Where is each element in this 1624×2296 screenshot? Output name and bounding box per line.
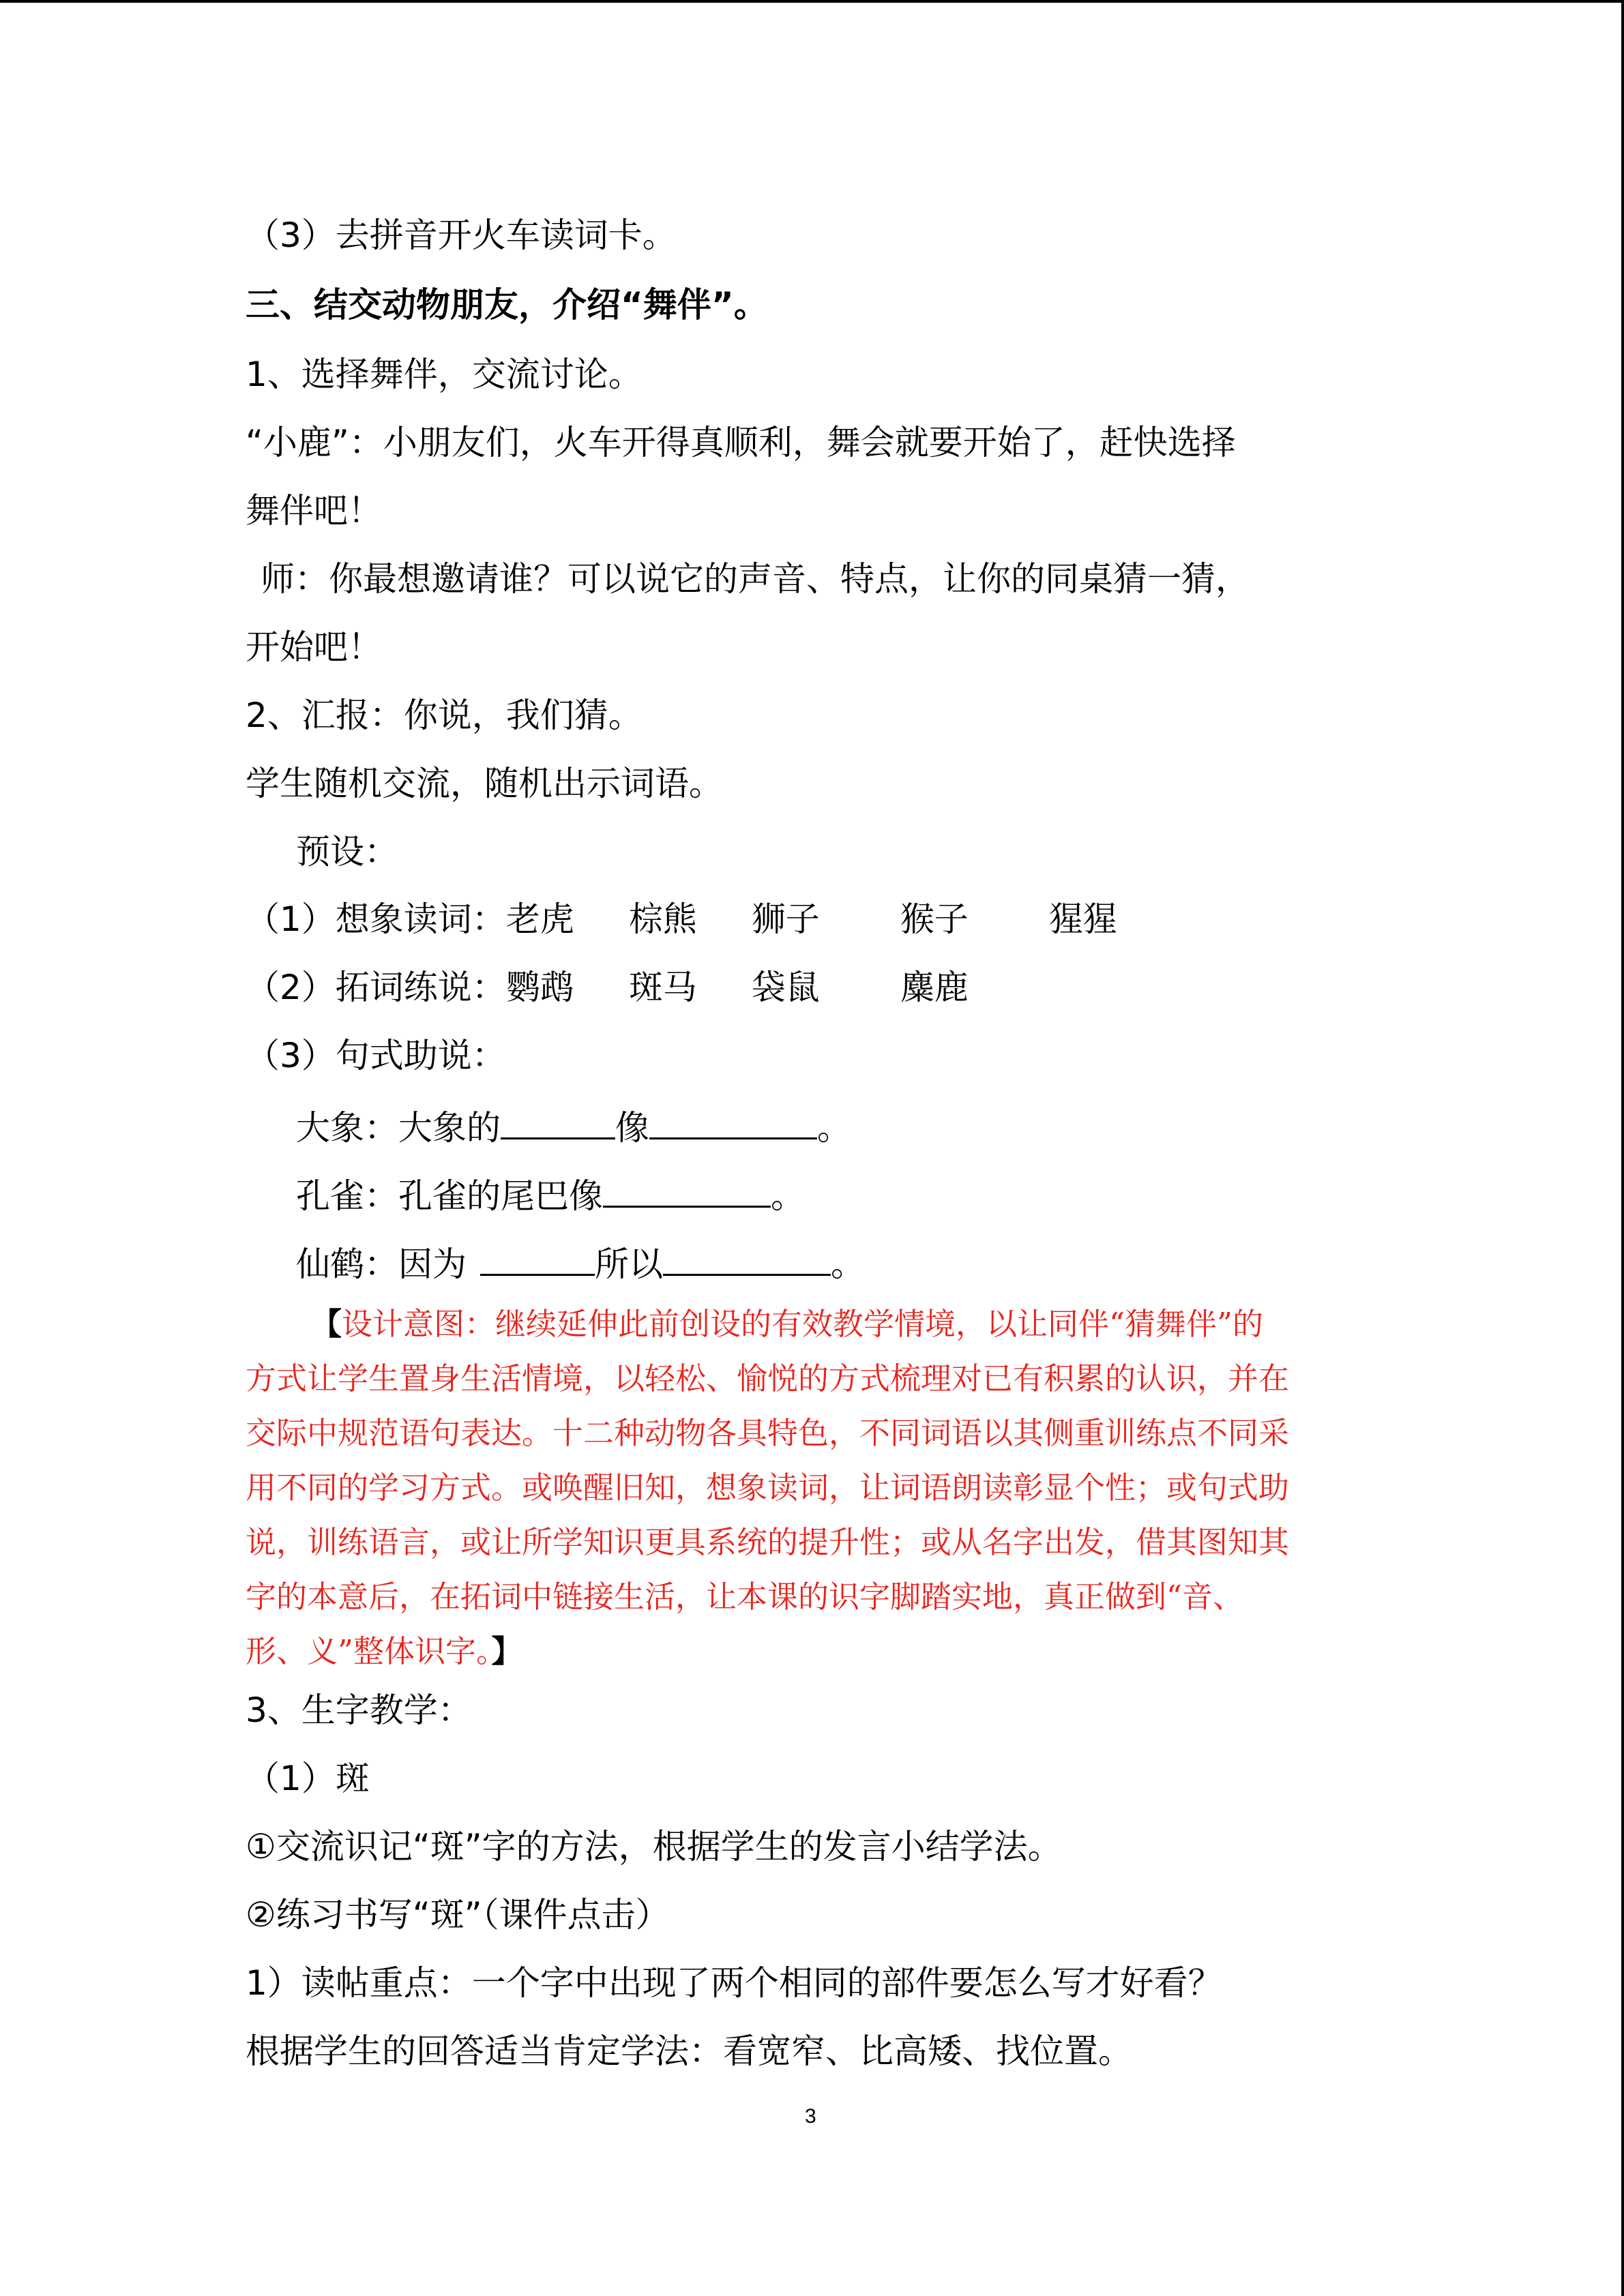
sentence-pattern (296, 1103, 851, 1148)
section-heading: 三、结交动物朋友，介绍“舞伴”。 (246, 285, 768, 325)
word-list-line (246, 899, 1117, 940)
bracket-open: 【 (311, 1306, 342, 1342)
design-intent-note (246, 1297, 1364, 1679)
design-note-line: 字的本意后，在拓词中链接生活，让本课的识字脚踏实地，真正做到“音、 (246, 1579, 1244, 1615)
page-number: 3 (805, 2105, 816, 2128)
word-list-line (246, 967, 969, 1008)
pattern-text: 仙鹤：因为 (296, 1244, 467, 1284)
design-note-line: 交际中规范语句表达。十二种动物各具特色，不同词语以其侧重训练点不同采 (246, 1415, 1290, 1451)
text-line: ①交流识记“斑”字的方法，根据学生的发言小结学法。 (246, 1827, 1062, 1866)
text-line: 根据学生的回答适当肯定学法：看宽窄、比高矮、找位置。 (246, 2031, 1132, 2071)
word: 狮子 (751, 899, 820, 939)
word: 麋鹿 (900, 968, 969, 1007)
design-note-line: 设计意图：继续延伸此前创设的有效教学情境，以让同伴“猜舞伴”的 (342, 1306, 1264, 1342)
design-note-line: 方式让学生置身生活情境，以轻松、愉悦的方式梳理对已有积累的认识，并在 (246, 1360, 1290, 1397)
text-line: 1）读帖重点：一个字中出现了两个相同的部件要怎么写才好看？ (246, 1963, 1222, 2003)
text-line: 舞伴吧！ (246, 491, 382, 531)
text-line: （3）去拼音开火车读词卡。 (246, 215, 677, 255)
text-line: 2、汇报：你说，我们猜。 (246, 696, 643, 735)
fill-blank (501, 1103, 615, 1139)
text-line: “小鹿”：小朋友们，火车开得真顺利，舞会就要开始了，赶快选择 (246, 423, 1236, 462)
text-line: 预设： (296, 832, 398, 871)
fill-blank (663, 1240, 831, 1276)
fill-blank (480, 1240, 595, 1276)
sentence-pattern (296, 1172, 805, 1217)
design-note-line: 形、义”整体识字。 (246, 1633, 492, 1669)
text-line: 3、生字教学： (246, 1690, 472, 1730)
pattern-text: 所以 (595, 1244, 663, 1284)
pattern-text: 。 (817, 1108, 851, 1148)
pattern-text: 像 (615, 1108, 649, 1148)
word: 斑马 (628, 968, 697, 1007)
word-list-label: （2）拓词练说： (246, 968, 506, 1007)
text-line: 师：你最想邀请谁？可以说它的声音、特点，让你的同桌猜一猜， (261, 559, 1250, 599)
text-line: 开始吧！ (246, 627, 382, 667)
word: 猩猩 (1048, 899, 1117, 939)
text-line: （3）句式助说： (246, 1036, 506, 1075)
fill-blank (649, 1103, 817, 1139)
word: 鹦鹉 (505, 968, 574, 1007)
word: 袋鼠 (751, 968, 820, 1007)
pattern-text: 大象：大象的 (296, 1108, 501, 1148)
pattern-text: 。 (831, 1244, 865, 1284)
word: 猴子 (900, 899, 969, 939)
sentence-pattern (296, 1240, 865, 1285)
text-line: 1、选择舞伴，交流讨论。 (246, 355, 643, 394)
text-line: 学生随机交流，随机出示词语。 (246, 764, 723, 803)
pattern-text: 。 (771, 1176, 805, 1216)
pattern-text: 孔雀：孔雀的尾巴像 (296, 1176, 603, 1216)
word-list-label: （1）想象读词： (246, 899, 506, 939)
text-line: ②练习书写“斑”（课件点击） (246, 1895, 670, 1935)
design-note-line: 说，训练语言，或让所学知识更具系统的提升性；或从名字出发，借其图知其 (246, 1524, 1290, 1560)
text-line: （1）斑 (246, 1759, 370, 1798)
design-note-line: 用不同的学习方式。或唤醒旧知，想象读词，让词语朗读彰显个性；或句式助 (246, 1470, 1290, 1506)
word: 老虎 (505, 899, 574, 939)
bracket-close: 】 (491, 1633, 522, 1669)
word: 棕熊 (628, 899, 697, 939)
fill-blank (603, 1172, 771, 1208)
